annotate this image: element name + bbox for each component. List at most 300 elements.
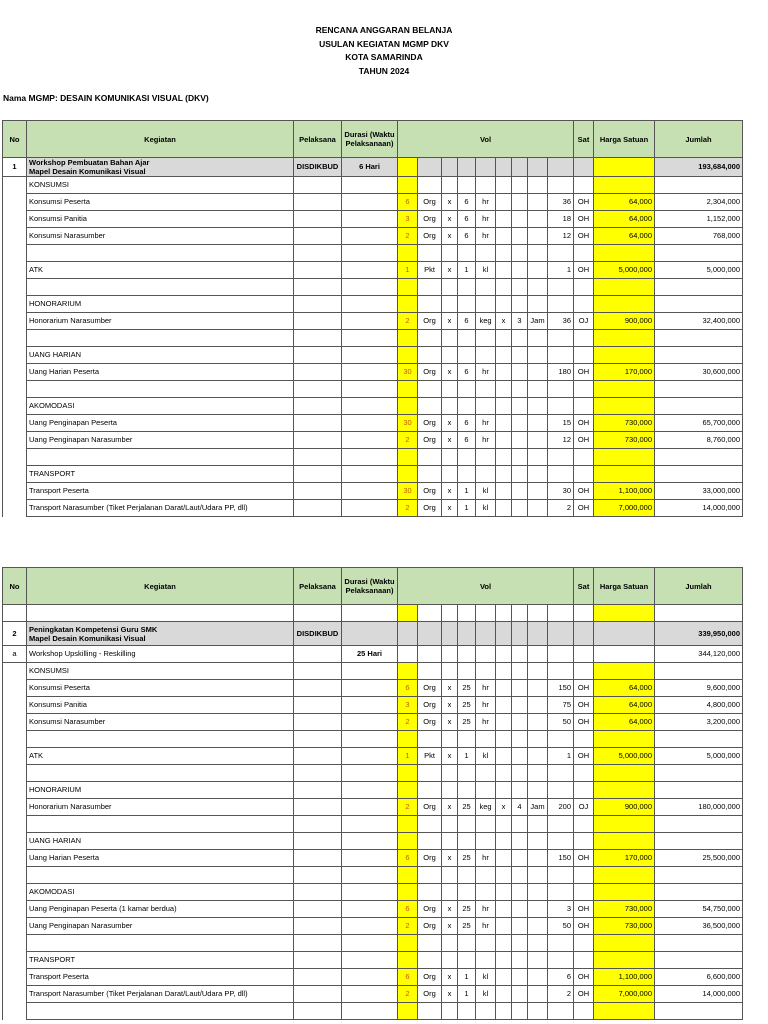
row-kegiatan: AKOMODASI bbox=[27, 884, 294, 901]
row-durasi bbox=[342, 500, 398, 517]
row-qty3 bbox=[512, 867, 528, 884]
row-kegiatan bbox=[27, 731, 294, 748]
row-qty bbox=[398, 935, 418, 952]
row-harga bbox=[594, 381, 655, 398]
row-jumlah bbox=[655, 279, 743, 296]
row-qty bbox=[398, 296, 418, 313]
row-total bbox=[548, 833, 574, 850]
row-unit3 bbox=[528, 381, 548, 398]
row-unit3 bbox=[528, 935, 548, 952]
row-qty: 30 bbox=[398, 483, 418, 500]
row-times bbox=[442, 833, 458, 850]
row-qty2 bbox=[458, 381, 476, 398]
row-durasi bbox=[342, 901, 398, 918]
row-sat: OH bbox=[574, 969, 594, 986]
row-kegiatan: Transport Narasumber (Tiket Perjalanan Darat/Laut/Udara PP, dll) bbox=[27, 986, 294, 1003]
row-durasi bbox=[342, 1003, 398, 1020]
row-durasi bbox=[342, 799, 398, 816]
row-qty3 bbox=[512, 952, 528, 969]
row-qty2 bbox=[458, 816, 476, 833]
row-unit2 bbox=[476, 833, 496, 850]
row-qty3 bbox=[512, 714, 528, 731]
row-qty3 bbox=[512, 833, 528, 850]
row-qty2: 1 bbox=[458, 262, 476, 279]
row-sat bbox=[574, 347, 594, 364]
row-unit2 bbox=[476, 765, 496, 782]
row-times: x bbox=[442, 483, 458, 500]
row-unit3 bbox=[528, 697, 548, 714]
row-qty: 1 bbox=[398, 748, 418, 765]
row-unit2: kl bbox=[476, 748, 496, 765]
col-durasi: Durasi (Waktu Pelaksanaan) bbox=[342, 121, 398, 158]
row-qty2 bbox=[458, 663, 476, 680]
row-qty: 30 bbox=[398, 364, 418, 381]
row-qty: 6 bbox=[398, 194, 418, 211]
row-sat bbox=[574, 884, 594, 901]
row-unit2: hr bbox=[476, 364, 496, 381]
row-harga bbox=[594, 1003, 655, 1020]
row-qty2: 25 bbox=[458, 714, 476, 731]
row-pelaksana bbox=[294, 782, 342, 799]
row-kegiatan bbox=[27, 330, 294, 347]
row-jumlah: 180,000,000 bbox=[655, 799, 743, 816]
row-total: 12 bbox=[548, 228, 574, 245]
row-qty3 bbox=[512, 1003, 528, 1020]
row-jumlah: 6,600,000 bbox=[655, 969, 743, 986]
row-unit2: hr bbox=[476, 714, 496, 731]
table-row bbox=[3, 177, 743, 194]
row-pelaksana bbox=[294, 279, 342, 296]
row-unit2 bbox=[476, 867, 496, 884]
row-unit3: Jam bbox=[528, 313, 548, 330]
row-kegiatan: Honorarium Narasumber bbox=[27, 799, 294, 816]
col-kegiatan: Kegiatan bbox=[27, 568, 294, 605]
row-durasi bbox=[342, 867, 398, 884]
row-total bbox=[548, 279, 574, 296]
table-row bbox=[3, 279, 743, 296]
row-durasi bbox=[342, 296, 398, 313]
row-unit bbox=[418, 245, 442, 262]
row-no bbox=[3, 765, 27, 782]
row-pelaksana bbox=[294, 935, 342, 952]
row-unit bbox=[418, 867, 442, 884]
row-qty3: 3 bbox=[512, 313, 528, 330]
row-durasi bbox=[342, 228, 398, 245]
row-times: x bbox=[442, 313, 458, 330]
row-kegiatan: KONSUMSI bbox=[27, 663, 294, 680]
row-unit3 bbox=[528, 816, 548, 833]
row-qty2: 1 bbox=[458, 986, 476, 1003]
row-kegiatan: Konsumsi Narasumber bbox=[27, 228, 294, 245]
row-jumlah bbox=[655, 952, 743, 969]
row-total: 30 bbox=[548, 483, 574, 500]
table-row bbox=[3, 330, 743, 347]
row-times: x bbox=[442, 748, 458, 765]
row-no bbox=[3, 884, 27, 901]
row-kegiatan: Uang Penginapan Peserta bbox=[27, 415, 294, 432]
row-harga bbox=[594, 177, 655, 194]
row-kegiatan bbox=[27, 449, 294, 466]
row-harga bbox=[594, 952, 655, 969]
row-times2 bbox=[496, 245, 512, 262]
row-times2 bbox=[496, 952, 512, 969]
row-jumlah bbox=[655, 449, 743, 466]
row-jumlah bbox=[655, 663, 743, 680]
row-pelaksana bbox=[294, 211, 342, 228]
row-harga bbox=[594, 330, 655, 347]
activity-title bbox=[27, 622, 294, 646]
row-unit2 bbox=[476, 347, 496, 364]
row-sat bbox=[574, 381, 594, 398]
row-times bbox=[442, 279, 458, 296]
row-no bbox=[3, 1003, 27, 1020]
row-qty3 bbox=[512, 500, 528, 517]
row-total: 36 bbox=[548, 313, 574, 330]
row-sat: OH bbox=[574, 211, 594, 228]
row-times bbox=[442, 782, 458, 799]
row-pelaksana bbox=[294, 714, 342, 731]
row-unit3 bbox=[528, 194, 548, 211]
row-times2 bbox=[496, 884, 512, 901]
row-qty: 1 bbox=[398, 262, 418, 279]
row-unit bbox=[418, 833, 442, 850]
row-unit2 bbox=[476, 1003, 496, 1020]
row-sat: OH bbox=[574, 483, 594, 500]
row-qty3 bbox=[512, 483, 528, 500]
row-total bbox=[548, 816, 574, 833]
mgmp-name: Nama MGMP: DESAIN KOMUNIKASI VISUAL (DKV) bbox=[3, 93, 209, 103]
row-total: 36 bbox=[548, 194, 574, 211]
row-unit2 bbox=[476, 466, 496, 483]
row-harga bbox=[594, 347, 655, 364]
row-sat: OH bbox=[574, 680, 594, 697]
row-times2 bbox=[496, 330, 512, 347]
table-row bbox=[3, 228, 743, 245]
row-unit bbox=[418, 782, 442, 799]
row-sat bbox=[574, 935, 594, 952]
row-sat: OH bbox=[574, 714, 594, 731]
row-qty3 bbox=[512, 884, 528, 901]
row-pelaksana bbox=[294, 986, 342, 1003]
row-total: 50 bbox=[548, 918, 574, 935]
table-row bbox=[3, 296, 743, 313]
row-sat bbox=[574, 466, 594, 483]
row-pelaksana bbox=[294, 177, 342, 194]
row-kegiatan: ATK bbox=[27, 262, 294, 279]
row-times2 bbox=[496, 449, 512, 466]
row-qty2 bbox=[458, 833, 476, 850]
col-no: No bbox=[3, 568, 27, 605]
row-kegiatan: Konsumsi Panitia bbox=[27, 697, 294, 714]
row-qty3 bbox=[512, 347, 528, 364]
row-kegiatan: Konsumsi Peserta bbox=[27, 680, 294, 697]
row-durasi bbox=[342, 415, 398, 432]
row-total bbox=[548, 867, 574, 884]
row-qty bbox=[398, 398, 418, 415]
row-qty bbox=[398, 782, 418, 799]
row-total bbox=[548, 330, 574, 347]
sub-activity-title: Workshop Upskilling - Reskilling bbox=[27, 646, 294, 663]
row-total bbox=[548, 347, 574, 364]
row-unit3 bbox=[528, 228, 548, 245]
row-pelaksana bbox=[294, 245, 342, 262]
row-jumlah: 1,152,000 bbox=[655, 211, 743, 228]
row-times bbox=[442, 731, 458, 748]
row-times bbox=[442, 296, 458, 313]
row-qty bbox=[398, 731, 418, 748]
row-qty3 bbox=[512, 262, 528, 279]
row-no bbox=[3, 663, 27, 680]
row-jumlah bbox=[655, 935, 743, 952]
row-qty3 bbox=[512, 279, 528, 296]
row-pelaksana bbox=[294, 867, 342, 884]
row-times2 bbox=[496, 833, 512, 850]
row-durasi bbox=[342, 952, 398, 969]
row-qty bbox=[398, 330, 418, 347]
col-harga: Harga Satuan bbox=[594, 121, 655, 158]
row-qty: 2 bbox=[398, 500, 418, 517]
row-kegiatan: Uang Penginapan Narasumber bbox=[27, 432, 294, 449]
row-durasi bbox=[342, 194, 398, 211]
row-unit3 bbox=[528, 986, 548, 1003]
row-pelaksana bbox=[294, 330, 342, 347]
row-unit3 bbox=[528, 347, 548, 364]
row-times: x bbox=[442, 799, 458, 816]
row-times: x bbox=[442, 194, 458, 211]
row-unit2: keg bbox=[476, 799, 496, 816]
row-qty2 bbox=[458, 177, 476, 194]
row-qty3 bbox=[512, 680, 528, 697]
row-unit3 bbox=[528, 483, 548, 500]
row-times2 bbox=[496, 466, 512, 483]
row-qty3 bbox=[512, 731, 528, 748]
row-harga bbox=[594, 884, 655, 901]
row-qty3 bbox=[512, 398, 528, 415]
row-times2 bbox=[496, 901, 512, 918]
row-total bbox=[548, 398, 574, 415]
row-jumlah bbox=[655, 245, 743, 262]
row-total bbox=[548, 296, 574, 313]
row-kegiatan: Uang Penginapan Narasumber bbox=[27, 918, 294, 935]
row-pelaksana bbox=[294, 500, 342, 517]
row-times2 bbox=[496, 935, 512, 952]
row-qty2: 6 bbox=[458, 432, 476, 449]
col-jumlah: Jumlah bbox=[655, 121, 743, 158]
activity-title-line2: Mapel Desain Komunikasi Visual bbox=[29, 167, 146, 176]
row-times2 bbox=[496, 1003, 512, 1020]
row-qty: 2 bbox=[398, 313, 418, 330]
row-sat bbox=[574, 833, 594, 850]
row-pelaksana bbox=[294, 347, 342, 364]
activity-durasi: 6 Hari bbox=[342, 158, 398, 177]
row-sat bbox=[574, 177, 594, 194]
row-times2 bbox=[496, 500, 512, 517]
table-row bbox=[3, 245, 743, 262]
table-row bbox=[3, 500, 743, 517]
row-qty3 bbox=[512, 432, 528, 449]
row-no bbox=[3, 782, 27, 799]
row-jumlah: 4,800,000 bbox=[655, 697, 743, 714]
row-unit: Org bbox=[418, 364, 442, 381]
row-total bbox=[548, 381, 574, 398]
row-qty: 3 bbox=[398, 211, 418, 228]
row-sat bbox=[574, 952, 594, 969]
row-qty2 bbox=[458, 731, 476, 748]
row-sat: OH bbox=[574, 748, 594, 765]
row-no bbox=[3, 262, 27, 279]
row-qty bbox=[398, 347, 418, 364]
activity-jumlah: 339,950,000 bbox=[655, 622, 743, 646]
row-durasi bbox=[342, 449, 398, 466]
row-qty3 bbox=[512, 296, 528, 313]
row-jumlah bbox=[655, 884, 743, 901]
table-row bbox=[3, 731, 743, 748]
row-durasi bbox=[342, 833, 398, 850]
row-kegiatan: Konsumsi Panitia bbox=[27, 211, 294, 228]
row-unit3 bbox=[528, 245, 548, 262]
row-unit3 bbox=[528, 867, 548, 884]
row-times2 bbox=[496, 347, 512, 364]
table-row bbox=[3, 867, 743, 884]
row-unit bbox=[418, 816, 442, 833]
activity-jumlah: 193,684,000 bbox=[655, 158, 743, 177]
row-durasi bbox=[342, 177, 398, 194]
row-jumlah: 33,000,000 bbox=[655, 483, 743, 500]
row-unit3 bbox=[528, 680, 548, 697]
row-qty3 bbox=[512, 245, 528, 262]
row-unit2 bbox=[476, 816, 496, 833]
row-pelaksana bbox=[294, 680, 342, 697]
row-times2 bbox=[496, 918, 512, 935]
row-kegiatan: Uang Harian Peserta bbox=[27, 364, 294, 381]
row-no bbox=[3, 211, 27, 228]
row-times2 bbox=[496, 867, 512, 884]
row-no bbox=[3, 398, 27, 415]
row-total bbox=[548, 1003, 574, 1020]
col-harga: Harga Satuan bbox=[594, 568, 655, 605]
table-row bbox=[3, 884, 743, 901]
row-times: x bbox=[442, 918, 458, 935]
row-qty2 bbox=[458, 884, 476, 901]
col-pelaksana: Pelaksana bbox=[294, 121, 342, 158]
row-unit: Org bbox=[418, 799, 442, 816]
row-kegiatan bbox=[27, 765, 294, 782]
sub-activity-durasi: 25 Hari bbox=[342, 646, 398, 663]
row-times bbox=[442, 330, 458, 347]
row-qty2: 25 bbox=[458, 799, 476, 816]
row-unit bbox=[418, 330, 442, 347]
row-unit2: kl bbox=[476, 500, 496, 517]
row-kegiatan: Transport Narasumber (Tiket Perjalanan Darat/Laut/Udara PP, dll) bbox=[27, 500, 294, 517]
row-durasi bbox=[342, 748, 398, 765]
row-qty2: 25 bbox=[458, 680, 476, 697]
row-qty3 bbox=[512, 466, 528, 483]
row-pelaksana bbox=[294, 262, 342, 279]
row-durasi bbox=[342, 986, 398, 1003]
table-row bbox=[3, 697, 743, 714]
row-sat: OH bbox=[574, 228, 594, 245]
row-unit3 bbox=[528, 500, 548, 517]
row-harga bbox=[594, 731, 655, 748]
row-total bbox=[548, 884, 574, 901]
doc-title-line1: RENCANA ANGGARAN BELANJA bbox=[315, 25, 453, 35]
row-qty3 bbox=[512, 211, 528, 228]
table-row bbox=[3, 799, 743, 816]
row-unit3 bbox=[528, 177, 548, 194]
row-jumlah: 30,600,000 bbox=[655, 364, 743, 381]
row-sat: OH bbox=[574, 850, 594, 867]
row-qty2 bbox=[458, 466, 476, 483]
activity-title-line1: Workshop Pembuatan Bahan Ajar bbox=[29, 158, 150, 167]
row-total: 1 bbox=[548, 748, 574, 765]
row-times2 bbox=[496, 697, 512, 714]
col-vol: Vol bbox=[398, 568, 574, 605]
row-kegiatan: Transport Peserta bbox=[27, 969, 294, 986]
row-unit: Org bbox=[418, 432, 442, 449]
row-durasi bbox=[342, 364, 398, 381]
row-total: 180 bbox=[548, 364, 574, 381]
row-durasi bbox=[342, 398, 398, 415]
row-no bbox=[3, 952, 27, 969]
row-sat: OH bbox=[574, 901, 594, 918]
row-jumlah bbox=[655, 731, 743, 748]
table-header bbox=[3, 568, 743, 605]
row-times2: x bbox=[496, 313, 512, 330]
row-pelaksana bbox=[294, 697, 342, 714]
row-kegiatan bbox=[27, 935, 294, 952]
row-pelaksana bbox=[294, 969, 342, 986]
row-harga: 5,000,000 bbox=[594, 262, 655, 279]
row-harga bbox=[594, 245, 655, 262]
row-jumlah: 36,500,000 bbox=[655, 918, 743, 935]
row-times: x bbox=[442, 228, 458, 245]
row-harga: 64,000 bbox=[594, 194, 655, 211]
row-unit3 bbox=[528, 731, 548, 748]
row-total: 50 bbox=[548, 714, 574, 731]
table-row bbox=[3, 952, 743, 969]
row-durasi bbox=[342, 697, 398, 714]
row-sat bbox=[574, 1003, 594, 1020]
row-jumlah bbox=[655, 765, 743, 782]
table-row bbox=[3, 262, 743, 279]
row-pelaksana bbox=[294, 398, 342, 415]
row-unit3: Jam bbox=[528, 799, 548, 816]
row-no bbox=[3, 731, 27, 748]
row-no bbox=[3, 449, 27, 466]
activity-no: 2 bbox=[3, 622, 27, 646]
row-harga: 7,000,000 bbox=[594, 986, 655, 1003]
activity-no: 1 bbox=[3, 158, 27, 177]
row-kegiatan: KONSUMSI bbox=[27, 177, 294, 194]
row-durasi bbox=[342, 918, 398, 935]
row-kegiatan bbox=[27, 381, 294, 398]
row-harga: 64,000 bbox=[594, 211, 655, 228]
table-row bbox=[3, 1003, 743, 1020]
row-total: 75 bbox=[548, 697, 574, 714]
row-times2 bbox=[496, 680, 512, 697]
row-unit2 bbox=[476, 279, 496, 296]
row-durasi bbox=[342, 279, 398, 296]
row-qty: 2 bbox=[398, 918, 418, 935]
row-times: x bbox=[442, 211, 458, 228]
row-kegiatan bbox=[27, 245, 294, 262]
row-unit2 bbox=[476, 449, 496, 466]
row-kegiatan bbox=[27, 867, 294, 884]
row-no bbox=[3, 347, 27, 364]
row-times bbox=[442, 867, 458, 884]
row-total: 150 bbox=[548, 680, 574, 697]
row-times2 bbox=[496, 782, 512, 799]
